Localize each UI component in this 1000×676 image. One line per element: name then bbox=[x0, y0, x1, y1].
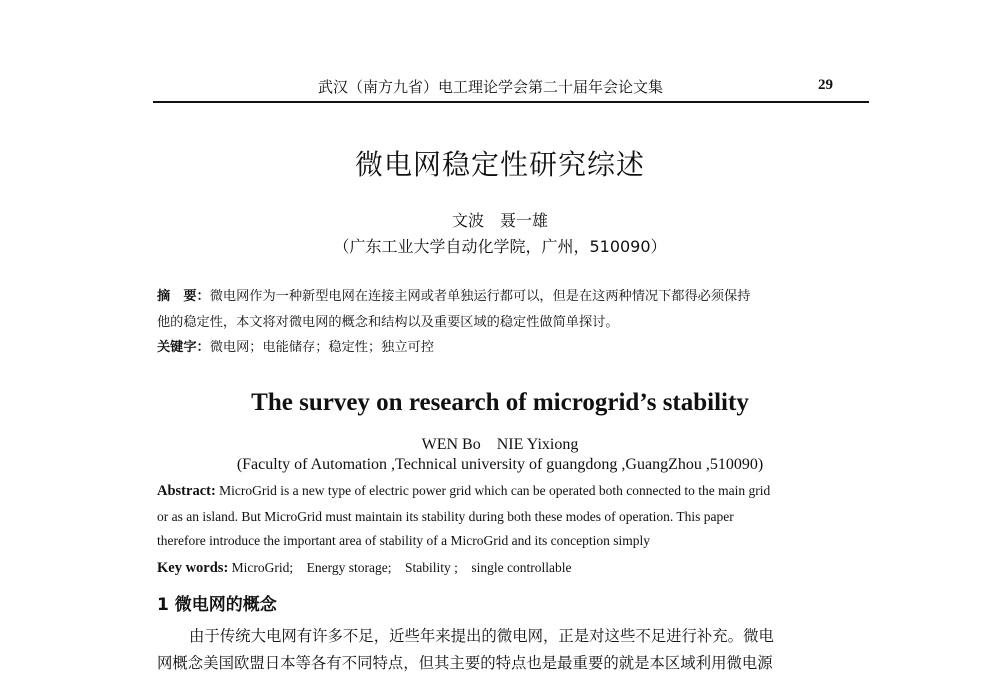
section-1-heading: 1 微电网的概念 bbox=[157, 595, 277, 615]
english-keywords-label: Key words: bbox=[157, 560, 229, 576]
chinese-keywords-text: 微电网；电能储存；稳定性；独立可控 bbox=[209, 340, 434, 355]
chinese-abstract-text: 微电网作为一种新型电网在连接主网或者单独运行都可以，但是在这两种情况下都得必须保持 bbox=[209, 289, 751, 304]
chinese-abstract-line bbox=[157, 285, 750, 304]
chinese-keywords-label: 关键字： bbox=[157, 340, 210, 355]
chinese-abstract-line: 他的稳定性，本文将对微电网的概念和结构以及重要区域的稳定性做简单探讨。 bbox=[157, 315, 619, 330]
english-keywords-text: MicroGrid; Energy storage; Stability ; single controllable bbox=[231, 560, 572, 575]
chinese-keywords-line bbox=[157, 336, 434, 355]
english-abstract-line bbox=[157, 483, 770, 500]
section-1-paragraph-line: 网概念美国欧盟日本等各有不同特点，但其主要的特点也是最重要的就是本区域利用微电源 bbox=[157, 654, 773, 672]
header-rule bbox=[153, 101, 869, 103]
english-abstract-text: MicroGrid is a new type of electric power grid which can be operated both connected to the main grid bbox=[219, 483, 771, 498]
english-abstract-line: therefore introduce the important area of stability of a MicroGrid and its conception simply bbox=[157, 533, 650, 548]
chinese-abstract-label: 摘 要： bbox=[157, 289, 210, 304]
chinese-affiliation: （广东工业大学自动化学院，广州，510090） bbox=[333, 237, 667, 256]
english-keywords-line bbox=[157, 556, 572, 577]
english-title: The survey on research of microgrid’s stability bbox=[251, 389, 749, 416]
page-number: 29 bbox=[818, 77, 833, 93]
running-header-title: 武汉（南方九省）电工理论学会第二十届年会论文集 bbox=[318, 78, 664, 96]
english-authors: WEN Bo NIE Yixiong bbox=[421, 436, 579, 453]
chinese-title: 微电网稳定性研究综述 bbox=[354, 148, 645, 181]
english-abstract-label: Abstract: bbox=[157, 483, 216, 499]
chinese-authors: 文波 聂一雄 bbox=[451, 211, 548, 230]
english-affiliation: (Faculty of Automation ,Technical university of guangdong ,GuangZhou ,510090) bbox=[236, 456, 764, 473]
section-1-paragraph-line: 由于传统大电网有许多不足，近些年来提出的微电网，正是对这些不足进行补充。微电 bbox=[189, 627, 774, 645]
english-abstract-line: or as an island. But MicroGrid must maintain its stability during both these modes of operation. This paper bbox=[157, 509, 734, 524]
